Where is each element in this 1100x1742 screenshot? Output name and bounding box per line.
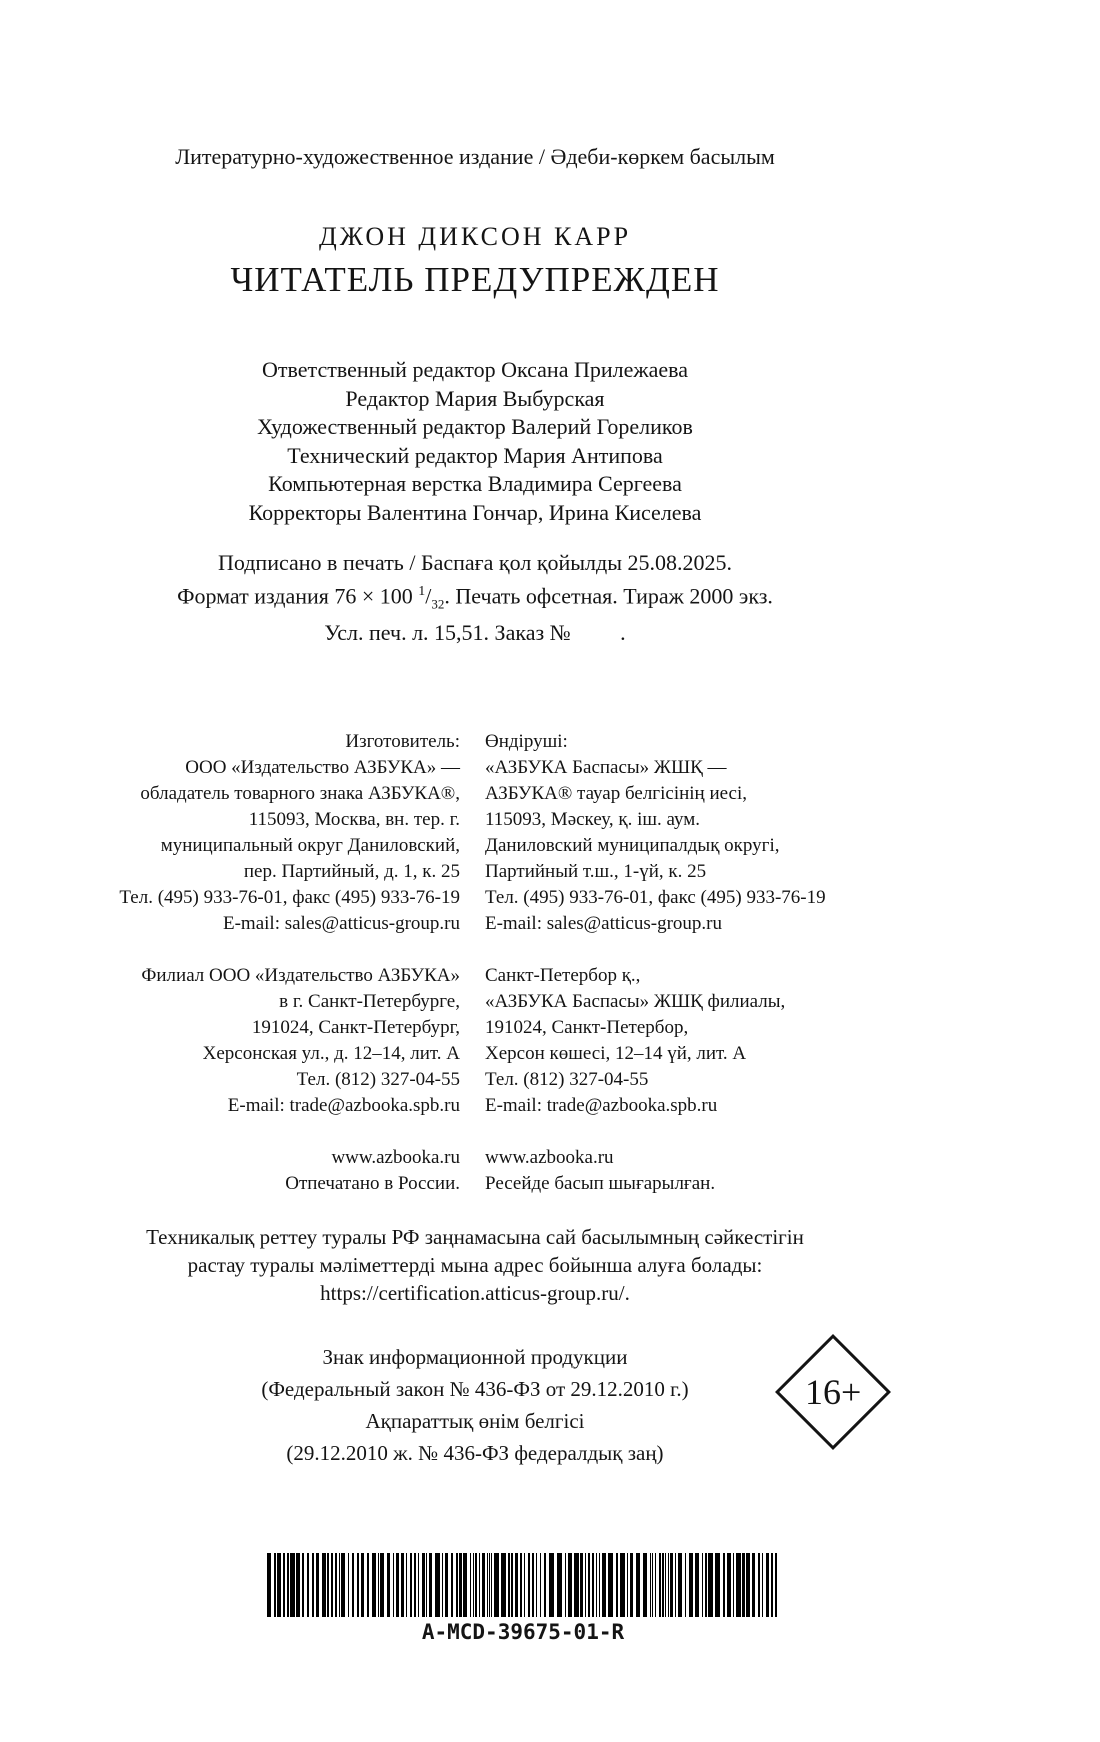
format-fraction-numerator: 1 — [418, 583, 426, 599]
order-line: Усл. печ. л. 15,51. Заказ № . — [324, 619, 626, 645]
text-line: муниципальный округ Даниловский, — [160, 835, 460, 857]
book-title: ЧИТАТЕЛЬ ПРЕДУПРЕЖДЕН — [230, 260, 720, 299]
text-line: в г. Санкт-Петербурге, — [279, 991, 460, 1013]
text-line: (Федеральный закон № 436-ФЗ от 29.12.2010 г.) — [261, 1377, 689, 1402]
text-line: Ответственный редактор Оксана Прилежаева — [262, 357, 688, 382]
edition-line: Литературно-художественное издание / Әдеби-көркем басылым — [175, 144, 775, 169]
text-line: 115093, Москва, вн. тер. г. — [248, 809, 460, 831]
text-line: Тел. (495) 933-76-01, факс (495) 933-76-19 — [119, 887, 460, 909]
text-line: Филиал ООО «Издательство АЗБУКА» — [141, 965, 460, 987]
text-line: «АЗБУКА Баспасы» ЖШҚ филиалы, — [485, 991, 786, 1013]
credits-block — [80, 356, 870, 527]
text-line: Отпечатано в России. — [285, 1173, 460, 1195]
text-line: E-mail: trade@azbooka.spb.ru — [485, 1095, 718, 1117]
book-author: ДЖОН ДИКСОН КАРР — [318, 222, 632, 251]
text-line: www.azbooka.ru — [331, 1147, 460, 1169]
branch-paragraph-ru — [80, 963, 460, 1119]
producer-column-russian — [80, 729, 460, 1197]
text-line: пер. Партийный, д. 1, к. 25 — [243, 861, 460, 883]
info-product-sign-block — [80, 1341, 870, 1469]
text-line: Тел. (812) 327-04-55 — [485, 1069, 649, 1091]
text-line: https://certification.atticus-group.ru/. — [320, 1281, 630, 1306]
text-line: Ақпараттық өнім белгісі — [365, 1409, 585, 1434]
text-line: E-mail: sales@atticus-group.ru — [485, 913, 722, 935]
barcode-label: A-MCD-39675-01-R — [421, 1620, 625, 1645]
text-line: Тел. (812) 327-04-55 — [296, 1069, 460, 1091]
text-line: ООО «Издательство АЗБУКА» — — [185, 757, 460, 779]
format-line — [80, 578, 870, 619]
format-line-prefix: Формат издания 76 × 100 — [177, 582, 419, 608]
format-fraction-slash: / — [425, 582, 432, 608]
text-line: Херсон көшесі, 12–14 үй, лит. А — [485, 1043, 747, 1065]
website-paragraph-kz — [485, 1145, 870, 1197]
text-line: Художественный редактор Валерий Гореликов — [257, 414, 693, 439]
text-line: АЗБУКА® тауар белгісінің иесі, — [485, 783, 747, 805]
producer-column-kazakh — [485, 729, 870, 1197]
text-line: «АЗБУКА Баспасы» ЖШҚ — — [485, 757, 727, 779]
manufacturer-paragraph-ru — [80, 729, 460, 937]
age-rating-row — [80, 1341, 870, 1469]
print-info-block — [80, 549, 870, 647]
barcode-bars-image — [267, 1553, 779, 1617]
text-line: Корректоры Валентина Гончар, Ирина Киселева — [248, 499, 702, 525]
manufacturer-paragraph-kz — [485, 729, 870, 937]
age-rating-label: 16+ — [804, 1372, 862, 1413]
text-line: E-mail: sales@atticus-group.ru — [223, 913, 460, 935]
page-content — [80, 0, 870, 1644]
text-line: www.azbooka.ru — [485, 1147, 614, 1169]
website-paragraph-ru — [80, 1145, 460, 1197]
text-line: Херсонская ул., д. 12–14, лит. А — [202, 1043, 460, 1065]
barcode — [80, 1553, 870, 1644]
text-line: Компьютерная верстка Владимира Сергеева — [268, 471, 682, 496]
certification-block — [80, 1223, 870, 1307]
format-fraction-denominator: 32 — [431, 596, 445, 612]
text-line: (29.12.2010 ж. № 436-ФЗ федералдық заң) — [286, 1441, 664, 1466]
text-line: 191024, Санкт-Петербург, — [251, 1017, 460, 1039]
text-line: E-mail: trade@azbooka.spb.ru — [227, 1095, 460, 1117]
branch-paragraph-kz — [485, 963, 870, 1119]
signed-to-print-line: Подписано в печать / Баспаға қол қойылды 25.08.2025. — [217, 550, 733, 575]
text-line: обладатель товарного знака АЗБУКА®, — [140, 783, 460, 805]
text-line: Тел. (495) 933-76-01, факс (495) 933-76-19 — [485, 887, 826, 909]
text-line: Редактор Мария Выбурская — [345, 385, 605, 411]
text-line: 191024, Санкт-Петербор, — [485, 1017, 689, 1039]
text-line: Технический редактор Мария Антипова — [287, 442, 663, 468]
text-line: Знак информационной продукции — [322, 1345, 628, 1370]
text-line: Техникалық реттеу туралы РФ заңнамасына сай басылымның сәйкестігін — [146, 1225, 804, 1250]
text-line: Санкт-Петербор қ., — [485, 965, 641, 987]
text-line: Партийный т.ш., 1-үй, к. 25 — [485, 861, 707, 883]
text-line: Даниловский муниципалдық округі, — [485, 835, 780, 857]
text-line: Ресейде басып шығарылған. — [485, 1173, 716, 1195]
text-line: растау туралы мәліметтерді мына адрес бойынша алуға болады: — [187, 1253, 763, 1278]
text-line: 115093, Мәскеу, қ. іш. аум. — [485, 809, 701, 831]
text-line: Өндіруші: — [485, 731, 568, 753]
producer-columns — [80, 729, 870, 1197]
format-line-suffix: . Печать офсетная. Тираж 2000 экз. — [444, 582, 773, 608]
text-line: Изготовитель: — [345, 731, 460, 753]
